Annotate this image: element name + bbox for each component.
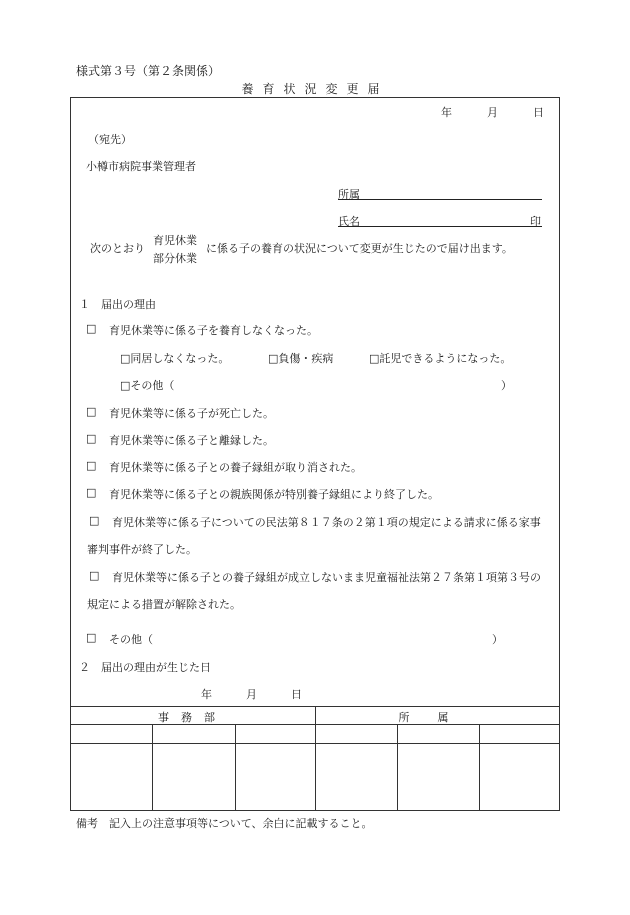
reason-adoption-cancelled: 育児休業等に係る子との養子縁組が取り消された。: [109, 461, 362, 474]
reason-other-close: ）: [492, 633, 503, 646]
footer-note: 備考 記入上の注意事項等について、余白に記載すること。: [76, 817, 373, 830]
reason-civil-code-line-2: 審判事件が終了した。: [87, 543, 197, 556]
affiliation-field[interactable]: [338, 199, 542, 200]
name-field[interactable]: [338, 226, 542, 227]
form-number: 様式第３号（第２条関係）: [76, 64, 221, 78]
seal-label: 印: [530, 215, 541, 228]
date-year-label: 年: [441, 106, 452, 119]
name-label: 氏名: [338, 215, 360, 228]
addressee-name: 小樽市病院事業管理者: [86, 160, 196, 173]
checkbox[interactable]: □: [89, 514, 100, 527]
reason-child-welfare-line-1: 育児休業等に係る子との養子縁組が成立しないまま児童福祉法第２７条第１項第３号の: [112, 571, 541, 584]
statement-option-childcare-leave[interactable]: 育児休業: [153, 234, 197, 247]
sub-option-not-living-together[interactable]: □同居しなくなった。: [120, 352, 230, 365]
date-month-label: 月: [487, 106, 498, 119]
reason-child-welfare-line-2: 規定による措置が解除された。: [87, 598, 241, 611]
page-title: 養育状況変更届: [241, 82, 389, 96]
section-2-heading: ２ 届出の理由が生じた日: [79, 661, 211, 674]
reason-other-label: その他（: [109, 633, 153, 646]
statement-prefix: 次のとおり: [90, 242, 145, 255]
statement-suffix: に係る子の養育の状況について変更が生じたので届け出ます。: [206, 242, 513, 255]
checkbox[interactable]: □: [86, 486, 97, 499]
reason-child-deceased: 育児休業等に係る子が死亡した。: [109, 407, 274, 420]
office-header: 事務部: [158, 711, 227, 724]
checkbox[interactable]: □: [86, 631, 97, 644]
sub-option-daycare[interactable]: □託児できるようになった。: [369, 352, 512, 365]
department-header: 所属: [398, 711, 477, 724]
reason-special-adoption: 育児休業等に係る子との親族関係が特別養子縁組により終了した。: [109, 488, 439, 501]
checkbox[interactable]: □: [89, 569, 100, 582]
occurrence-day-label: 日: [291, 688, 302, 701]
reason-civil-code-line-1: 育児休業等に係る子についての民法第８１７条の２第１項の規定による請求に係る家事: [112, 516, 541, 529]
section-1-heading: １ 届出の理由: [79, 298, 156, 311]
reason-not-raising: 育児休業等に係る子を養育しなくなった。: [109, 324, 318, 337]
sub-option-injury-illness[interactable]: □負傷・疾病: [268, 352, 334, 365]
date-day-label: 日: [533, 106, 544, 119]
sub-option-other-close: ）: [501, 379, 512, 392]
statement-option-partial-leave[interactable]: 部分休業: [153, 252, 197, 265]
form-frame: [70, 97, 560, 811]
checkbox[interactable]: □: [86, 322, 97, 335]
checkbox[interactable]: □: [86, 459, 97, 472]
reason-dissolved-adoption: 育児休業等に係る子と離縁した。: [109, 434, 274, 447]
occurrence-month-label: 月: [246, 688, 257, 701]
addressee-label: （宛先）: [88, 133, 132, 146]
checkbox[interactable]: □: [86, 432, 97, 445]
sub-option-other[interactable]: □その他（: [120, 379, 175, 392]
checkbox[interactable]: □: [86, 405, 97, 418]
occurrence-year-label: 年: [201, 688, 212, 701]
affiliation-label: 所属: [338, 188, 360, 201]
